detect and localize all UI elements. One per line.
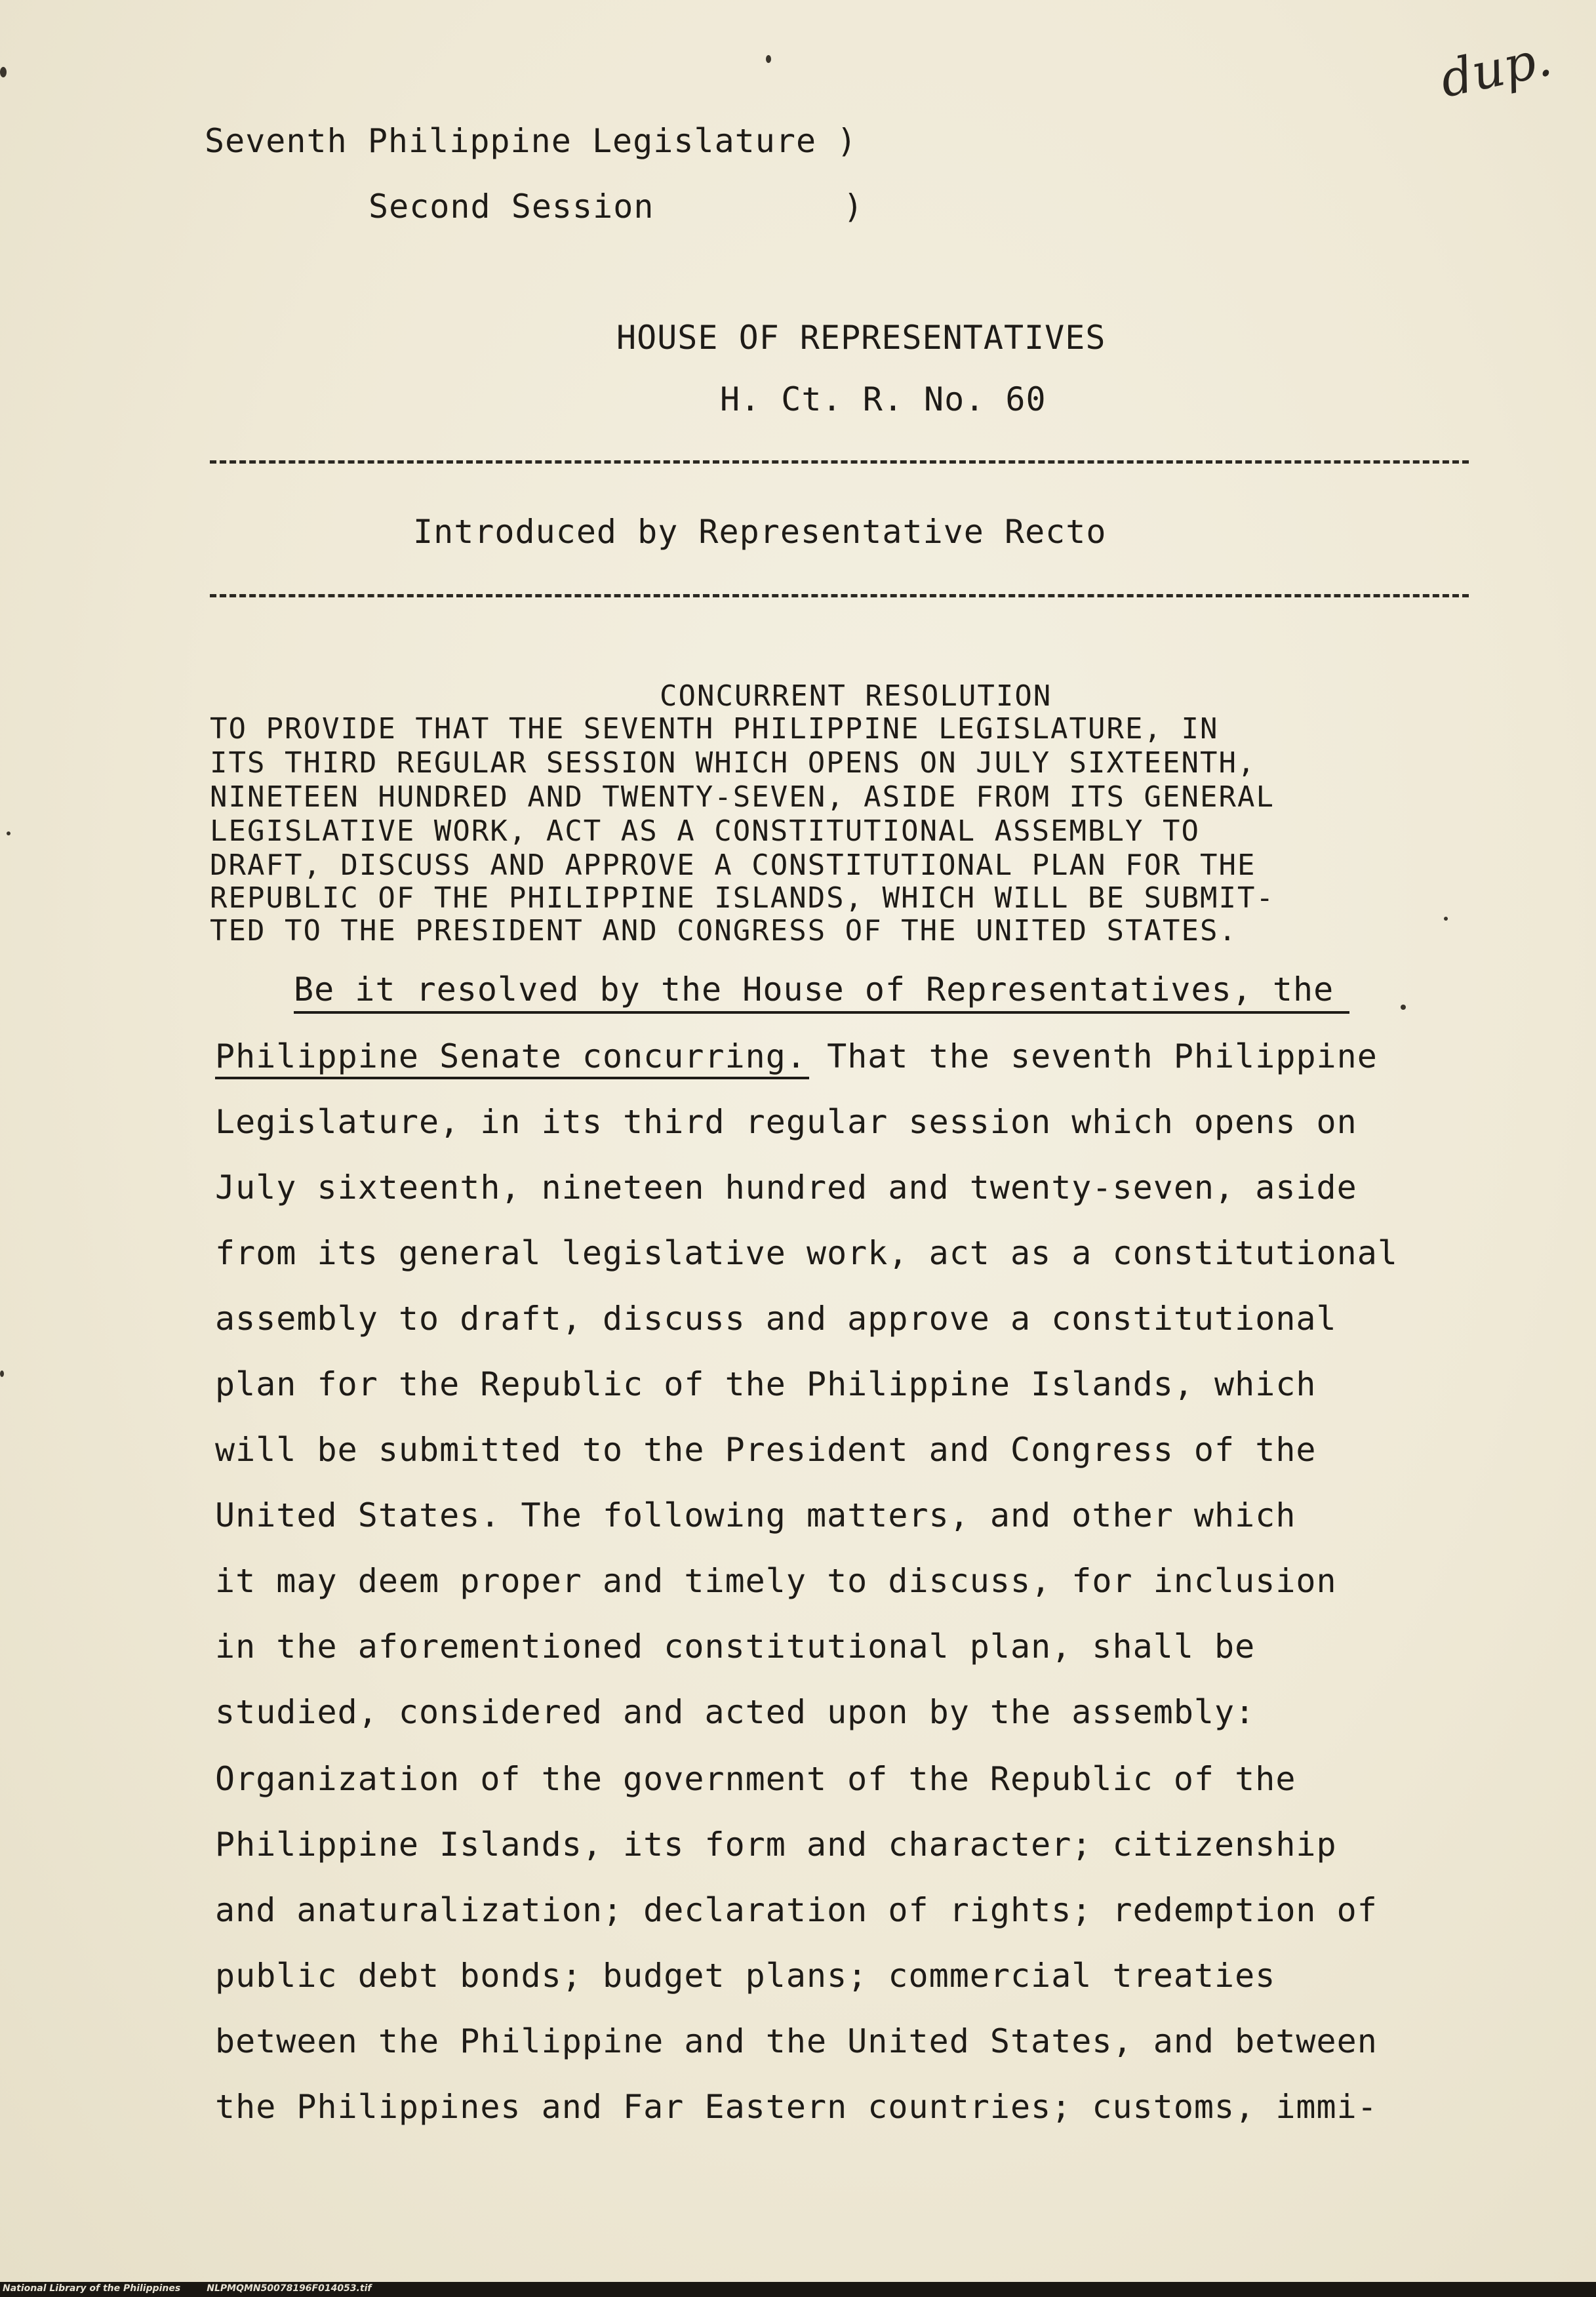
body-line: and anaturalization; declaration of rights; redemption of [215, 1891, 1378, 1929]
legislature-heading: Seventh Philippine Legislature ) [205, 122, 858, 160]
title-line: NINETEEN HUNDRED AND TWENTY-SEVEN, ASIDE FROM ITS GENERAL [210, 780, 1275, 814]
body-line: plan for the Republic of the Philippine Islands, which [215, 1365, 1317, 1403]
body-line: between the Philippine and the United States, and between [215, 2022, 1378, 2060]
enacting-underline-2 [215, 1077, 809, 1079]
paper-speck [0, 67, 7, 77]
paper-speck [1401, 1005, 1406, 1010]
session-paren: ) [843, 188, 864, 226]
title-line: LEGISLATIVE WORK, ACT AS A CONSTITUTIONAL ASSEMBLY TO [210, 814, 1200, 848]
body-line: Philippine Islands, its form and character; citizenship [215, 1826, 1337, 1864]
paper-speck [7, 831, 10, 835]
body-line: the Philippines and Far Eastern countries; customs, immi- [215, 2088, 1378, 2126]
scan-credit [3, 2283, 371, 2294]
body-line: public debt bonds; budget plans; commercial treaties [215, 1957, 1276, 1995]
body-line: Legislature, in its third regular session which opens on [215, 1103, 1357, 1141]
title-line: TED TO THE PRESIDENT AND CONGRESS OF THE UNITED STATES. [210, 914, 1237, 948]
enacting-clause-line2 [215, 1037, 1378, 1075]
title-line: REPUBLIC OF THE PHILIPPINE ISLANDS, WHICH WILL BE SUBMIT- [210, 881, 1275, 915]
resolution-number: H. Ct. R. No. 60 [720, 380, 1047, 418]
title-line: TO PROVIDE THAT THE SEVENTH PHILIPPINE LEGISLATURE, IN [210, 712, 1219, 746]
enacting-clause-line1: Be it resolved by the House of Representatives, the [294, 970, 1334, 1009]
body-line: will be submitted to the President and Congress of the [215, 1431, 1317, 1469]
handwritten-note: dup. [1435, 28, 1557, 109]
introduced-by: Introduced by Representative Recto [413, 513, 1107, 551]
dashed-separator-top [210, 460, 1469, 464]
paper-speck [0, 1370, 4, 1377]
library-credit: National Library of the Philippines [3, 2283, 181, 2294]
body-line: it may deem proper and timely to discuss, for inclusion [215, 1562, 1337, 1600]
title-line: ITS THIRD REGULAR SESSION WHICH OPENS ON JULY SIXTEENTH, [210, 746, 1256, 780]
resolution-heading: CONCURRENT RESOLUTION [660, 679, 1052, 713]
scan-file-id: NLPMQMN50078196F014053.tif [207, 2283, 372, 2294]
body-line: assembly to draft, discuss and approve a constitutional [215, 1300, 1337, 1338]
body-line: United States. The following matters, and other which [215, 1496, 1296, 1534]
dashed-separator-bottom [210, 594, 1469, 597]
enacting-underline-1 [294, 1011, 1349, 1014]
enacting-clause-rest: That the seventh Philippine [806, 1037, 1378, 1075]
session-heading: Second Session [369, 188, 654, 226]
body-line: in the aforementioned constitutional plan, shall be [215, 1628, 1256, 1666]
paper-speck [766, 55, 771, 63]
chamber-heading: HOUSE OF REPRESENTATIVES [616, 319, 1106, 357]
body-line: Organization of the government of the Republic of the [215, 1760, 1296, 1798]
body-line: July sixteenth, nineteen hundred and twenty-seven, aside [215, 1168, 1357, 1207]
title-line: DRAFT, DISCUSS AND APPROVE A CONSTITUTIONAL PLAN FOR THE [210, 849, 1256, 882]
body-line: from its general legislative work, act as a constitutional [215, 1234, 1398, 1272]
paper-speck [1444, 917, 1448, 921]
senate-concurring: Philippine Senate concurring. [215, 1037, 807, 1075]
body-line: studied, considered and acted upon by the assembly: [215, 1693, 1256, 1731]
